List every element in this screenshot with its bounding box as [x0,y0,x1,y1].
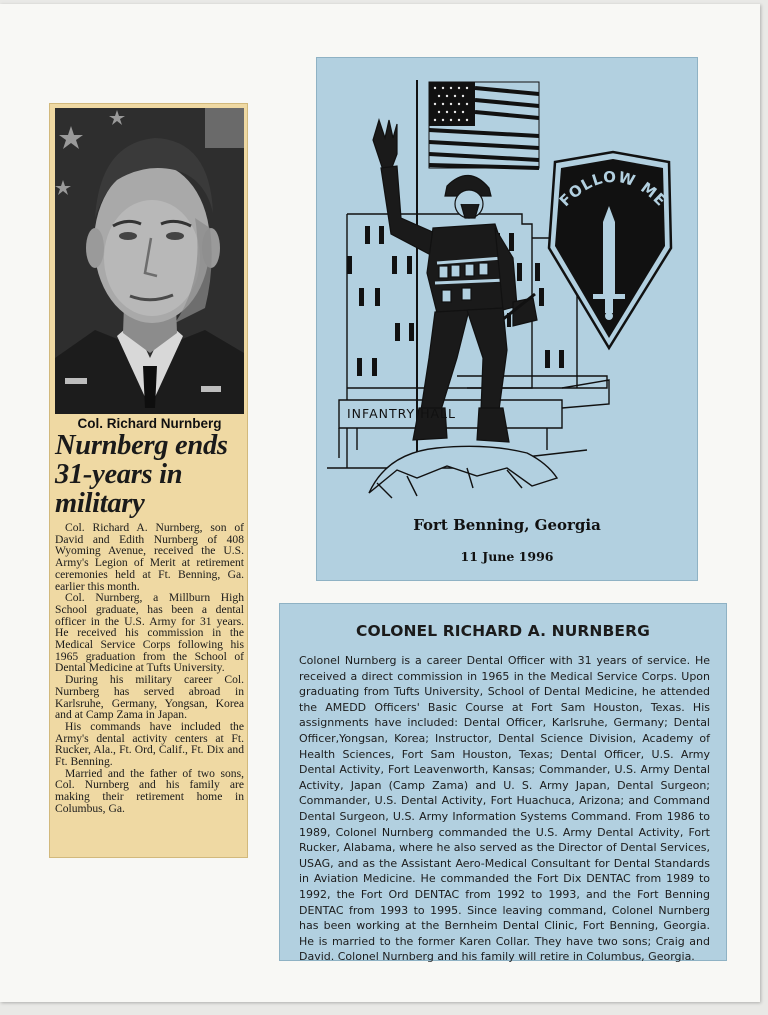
article-paragraph: Married and the father of two sons, Col. Nurnberg and his family are making their retirement home in Columbus, Ga. [55,766,244,815]
article-paragraph: His commands have included the Army's dental activity centers at Ft. Rucker, Ala., Ft. Ord, Calif., Ft. Dix and Ft. Benning. [55,719,244,769]
article-paragraph: Col. Nurnberg, a Millburn High School graduate, has been a dental officer in the U.S. Army for 31 years. He received his commission in the Medical Service Corps following his 1965 graduation from the School of Dental Medicine at Tufts University. [55,591,244,675]
newspaper-clipping [49,103,248,858]
portrait-photo [55,108,244,414]
biography-card [279,603,727,964]
biography-text: Colonel Nurnberg is a career Dental Officer with 31 years of service. He received a direct commission in 1965 in the Medical Service Corps. Upon graduating from Tufts University, School of Dental Medicine, he attended the AMEDD Officers' Basic Course at Fort Sam Houston, Texas. His assignments have included: Dental Officer, Karlsruhe, Germany; Dental Officer,Yongsan, Korea; Instructor, Dental Science Division, Academy of Health Sciences, Fort Sam Houston, Texas; Dental Officer, U.S. Army Dental Activity, Fort Leavenworth, Kansas; Commander, U.S. Army Dental Activity, Japan (Camp Zama) and U. S. Army Japan, Dental Surgeon; Commander, U.S. Dental Activity, Fort Huachuca, Arizona; and Command Dental Surgeon, U.S. Army Information Systems Command. From 1986 to 1989, Colonel Nurnberg commanded the U.S. Army Dental Activity, Fort Rucker, Alabama, where he also served as the Director of Dental Services, USAG, and as the Assistant Aero-Medical Consultant for Dental Standards in Aviation Medicine. He commanded the Fort Dix DENTAC from 1989 to 1992, the Fort Ord DENTAC from 1992 to 1993, and the Fort Benning DENTAC from 1993 to 1995. Since leaving command, Colonel Nurnberg has been working at the Bernheim Dental Clinic, Fort Benning, Georgia. He is married to the former Karen Collar. They have two sons; Craig and David. Colonel Nurnberg and his family will retire in Columbus, Georgia. [299,654,710,964]
building-sign: INFANTRY HALL [347,406,456,421]
article-headline: Nurnberg ends 31-years in military [55,430,228,519]
follow-me-statue-illustration [317,58,699,582]
ceremony-program-cover [316,57,698,581]
article-body [55,522,244,815]
follow-me-patch [549,152,671,348]
article-paragraph: Col. Richard A. Nurnberg, son of David and Edith Nurnberg of 408 Wyoming Avenue, received the U.S. Army's Legion of Merit at retirement ceremonies held at Ft. Benning, Ga. earlier this month. [55,521,244,593]
patch-text: FOLLOW ME [555,167,671,211]
program-place: Fort Benning, Georgia [413,516,601,534]
program-date: 11 June 1996 [460,549,554,564]
biography-title: COLONEL RICHARD A. NURNBERG [356,622,650,640]
scrapbook-page [0,4,760,1002]
photo-caption: Col. Richard Nurnberg [77,416,222,431]
article-paragraph: During his military career Col. Nurnberg has served abroad in Karlsruhe, Germany, Yongsan, Korea and at Camp Zama in Japan. [55,673,244,722]
